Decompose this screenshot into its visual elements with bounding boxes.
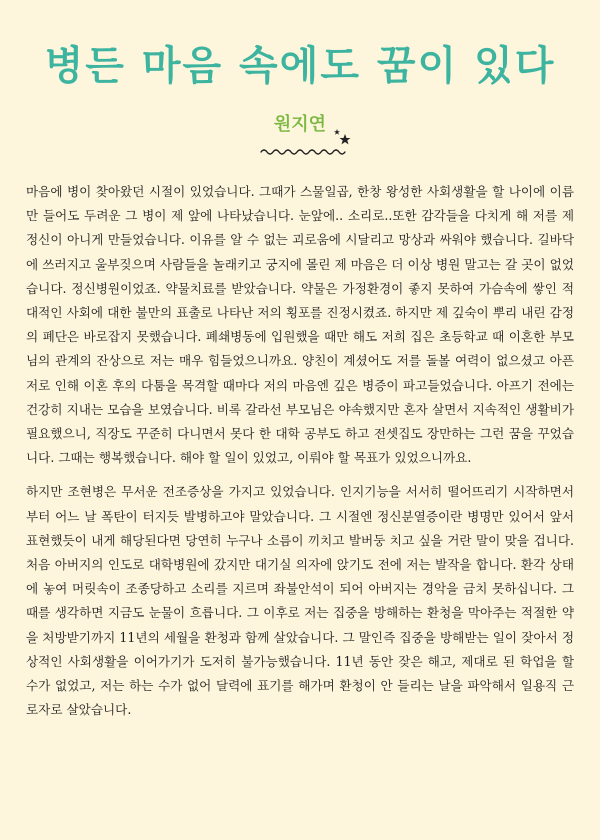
body-text	[26, 180, 574, 732]
paragraph-2: 하지만 조현병은 무서운 전조증상을 가지고 있었습니다. 인지기능을 서서히 떨어뜨리기 시작하면서부터 어느 날 폭탄이 터지듯 발병하고야 말았습니다. 그 시절엔 정신분열증이란 병명만 있어서 앞서 표현했듯이 내게 해당된다면 당연히 누구나 소름이 끼치고 발버둥 치고 싶을 거란 말이 맞을 겁니다. 처음 아버지의 인도로 대학병원에 갔지만 대기실 의자에 앉기도 전에 저는 발작을 합니다. 환각 상태에 놓여 머릿속이 조종당하고 소리를 지르며 좌불안석이 되어 아버지는 경악을 금치 못하십니다. 그때를 생각하면 지금도 눈물이 흐릅니다. 그 이후로 저는 집중을 방해하는 환청을 막아주는 적절한 약을 처방받기까지 11년의 세월을 환청과 함께 살았습니다. 그 말인즉 집중을 방해받는 일이 잦아서 정상적인 사회생활을 이어가기가 도저히 불가능했습니다. 11년 동안 잦은 해고, 제대로 된 학업을 할 수가 없었고, 저는 하는 수가 없어 달력에 표기를 해가며 환청이 안 들리는 날을 파악해서 일용직 근로자로 살았습니다.	[26, 484, 574, 718]
paragraph-1: 마음에 병이 찾아왔던 시절이 있었습니다. 그때가 스물일곱, 한창 왕성한 사회생활을 할 나이에 이름만 들어도 두려운 그 병이 제 앞에 나타났습니다. 눈앞에.. 소리로..또한 감각들을 다치게 해 저를 제정신이 아니게 만들었습니다. 이유를 알 수 없는 괴로움에 시달리고 망상과 싸워야 했습니다. 길바닥에 쓰러지고 울부짖으며 사람들을 놀래키고 궁지에 몰린 제 마음은 더 이상 병원 말고는 갈 곳이 없었습니다. 정신병원이었죠. 약물치료를 받았습니다. 약물은 가정환경이 좋지 못하여 가슴속에 쌓인 적대적인 사회에 대한 불만의 표출로 나타난 저의 횡포를 진정시켰죠. 하지만 제 깊숙이 뿌리 내린 감정의 폐단은 바로잡지 못했습니다. 폐쇄병동에 입원했을 때만 해도 저희 집은 초등학교 때 이혼한 부모님의 관계의 잔상으로 저는 매우 힘들었으니까요. 양친이 계셨어도 저를 돌볼 여력이 없으셨고 아픈 저로 인해 이혼 후의 다툼을 목격할 때마다 저의 마음엔 깊은 병증이 파고들었습니다. 아프기 전에는 건강히 지내는 모습을 보였습니다. 비록 갈라선 부모님은 야속했지만 혼자 살면서 지속적인 생활비가 필요했으니, 직장도 꾸준히 다니면서 못다 한 대학 공부도 하고 전셋집도 장만하는 그런 꿈을 꾸었습니다. 그때는 행복했습니다. 해야 할 일이 있었고, 이뤄야 할 목표가 있었으니까요.	[26, 184, 574, 466]
document-title: 병든 마음 속에도 꿈이 있다	[44, 43, 556, 89]
wavy-stars-ornament-icon	[255, 128, 355, 160]
author-name: 원지연	[273, 114, 327, 135]
